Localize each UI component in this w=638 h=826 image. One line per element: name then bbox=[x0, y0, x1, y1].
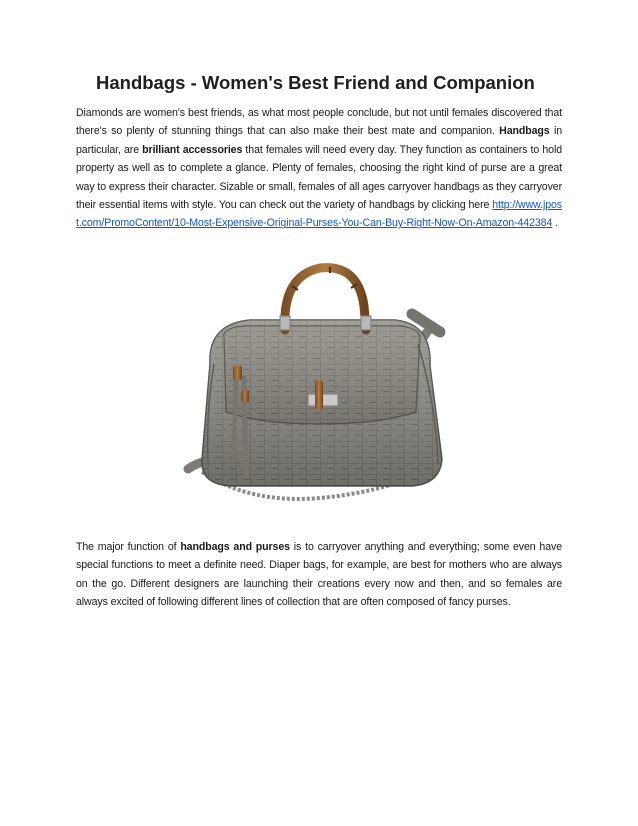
tassel-bamboo-2 bbox=[241, 390, 249, 402]
intro-bold-handbags: Handbags bbox=[499, 125, 550, 138]
intro-bold-accessories: brilliant accessories bbox=[142, 143, 243, 156]
article-link[interactable]: http://www.jpost.com/PromoContent/10-Most-Expensive-Original-Purses-You-Can-Buy-Right-Now-On-Amazon-442384 bbox=[76, 199, 562, 230]
intro-paragraph bbox=[76, 104, 562, 233]
intro-text-4: . bbox=[552, 217, 558, 230]
tassel-bamboo-1 bbox=[233, 366, 242, 380]
handbag-illustration bbox=[180, 254, 458, 522]
handle-hardware-right bbox=[361, 316, 371, 330]
handbag-image bbox=[180, 254, 458, 522]
bamboo-clasp bbox=[315, 380, 323, 410]
body-text-1: The major function of bbox=[76, 541, 181, 553]
handle-hardware-left bbox=[280, 316, 290, 330]
body-bold-handbags-purses: handbags and purses bbox=[180, 541, 290, 553]
body-text-2: is to carryover anything and everything; some even have special functions to meet a definite need. Diaper bags, for example, are best for mothers who are always on the go. Different designers are launching their creations every now and then, and so females are always excited of following different lines of collection that are often composed of fancy purses. bbox=[76, 541, 562, 609]
body-paragraph bbox=[76, 538, 562, 612]
page-title: Handbags - Women's Best Friend and Companion bbox=[96, 72, 535, 93]
tassel-strip-1 bbox=[234, 374, 236, 459]
intro-text-2: in particular, are bbox=[76, 125, 563, 156]
intro-text-3: that females will need every day. They function as containers to hold property as well as to complete a glance. Plenty of females, choosing the right kind of purse are a great way to express their character. Sizable or small, females of all ages carryover handbags as they carryover their essential items with style. You can check out the variety of handbags by clicking here bbox=[76, 143, 562, 212]
intro-text-1: Diamonds are women's best friends, as what most people conclude, but not until females discovered that there's so plenty of stunning things that can also make their best mate and companion. bbox=[76, 107, 562, 138]
bag-flap-shading bbox=[224, 326, 420, 424]
